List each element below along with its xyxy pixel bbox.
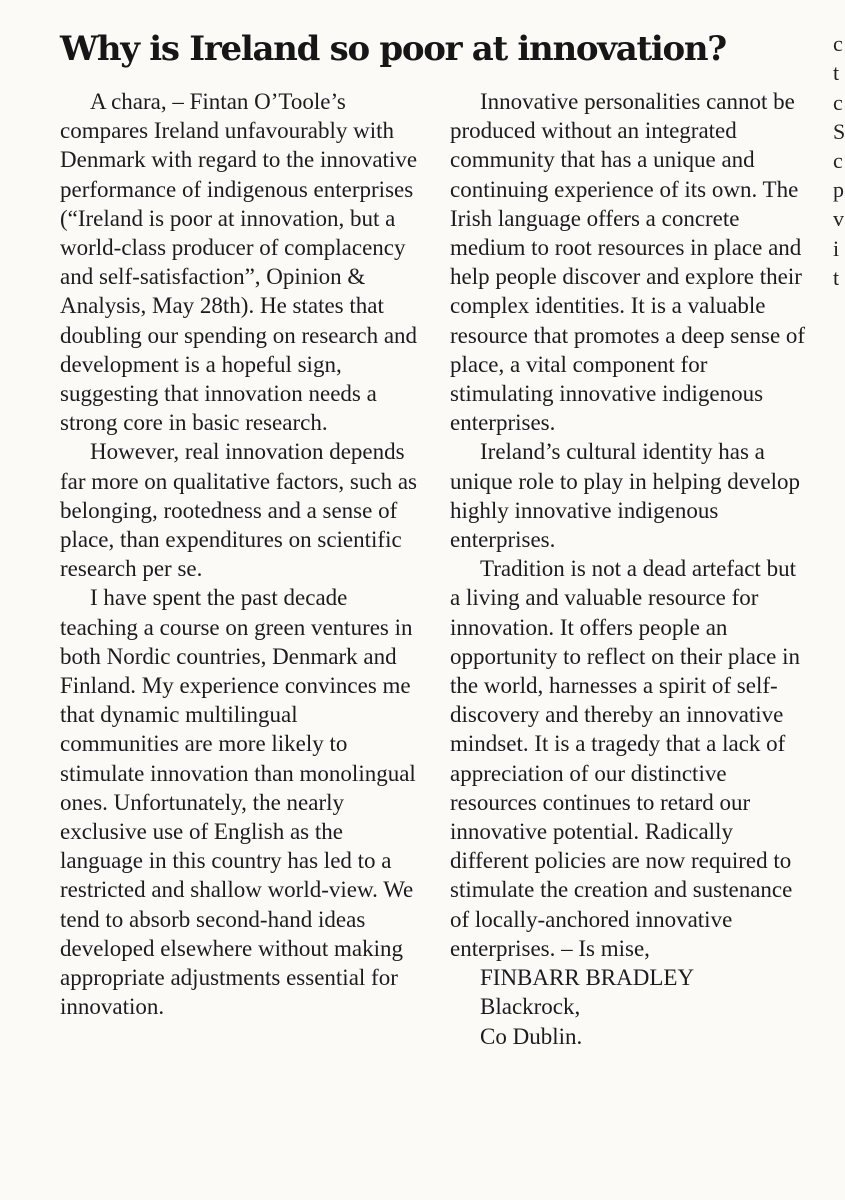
adjacent-column-edge: c t c S c p v i t bbox=[833, 31, 845, 290]
author-address-line: Blackrock, bbox=[480, 994, 581, 1020]
article-paragraph: Innovative personalities cannot be produced without an integrated community that has a unique and continuing experience of its own. The Irish language offers a concrete medium to root resources in place and help people discover and explore their complex identities. It is a valuable resource that promotes a deep sense of place, a vital component for stimulating innovative indigenous enterprises. bbox=[450, 89, 806, 436]
article-paragraph: Tradition is not a dead artefact but a living and valuable resource for innovation. It offers people an opportunity to reflect on their place in the world, harnesses a spirit of self-discovery and thereby an innovative mindset. It is a tragedy that a lack of appreciation of our distinctive resources continues to retard our innovative potential. Radically different policies are now required to stimulate the creation and sustenance of locally-anchored innovative enterprises. – Is mise, bbox=[450, 556, 800, 961]
article-paragraph: A chara, – Fintan O’Toole’s compares Ireland unfavourably with Denmark with regard to the innovative performance of indigenous enterprises (“Ireland is poor at innovation, but a world-class producer of complacency and self-satisfaction”, Opinion & Analysis, May 28th). He states that doubling our spending on research and development is a hopeful sign, suggesting that innovation needs a strong core in basic research. bbox=[60, 89, 418, 436]
article-headline: Why is Ireland so poor at innovation? bbox=[60, 29, 726, 69]
article-column-left bbox=[60, 87, 421, 1022]
article-paragraph: I have spent the past decade teaching a course on green ventures in both Nordic countries, Denmark and Finland. My experience convinces me that dynamic multilingual communities are more likely to stimulate innovation than monolingual ones. Unfortunately, the nearly exclusive use of English as the language in this country has led to a restricted and shallow world-view. We tend to absorb second-hand ideas developed elsewhere without making appropriate adjustments essential for innovation. bbox=[60, 585, 416, 1020]
letter-signoff bbox=[450, 963, 811, 1051]
author-name: FINBARR BRADLEY bbox=[480, 965, 695, 991]
article-paragraph: However, real innovation depends far more on qualitative factors, such as belonging, rootedness and a sense of place, than expenditures on scientific research per se. bbox=[60, 439, 418, 582]
article-paragraph: Ireland’s cultural identity has a unique role to play in helping develop highly innovative indigenous enterprises. bbox=[450, 439, 801, 553]
article-column-right bbox=[450, 87, 811, 1051]
author-address-line: Co Dublin. bbox=[480, 1023, 583, 1049]
